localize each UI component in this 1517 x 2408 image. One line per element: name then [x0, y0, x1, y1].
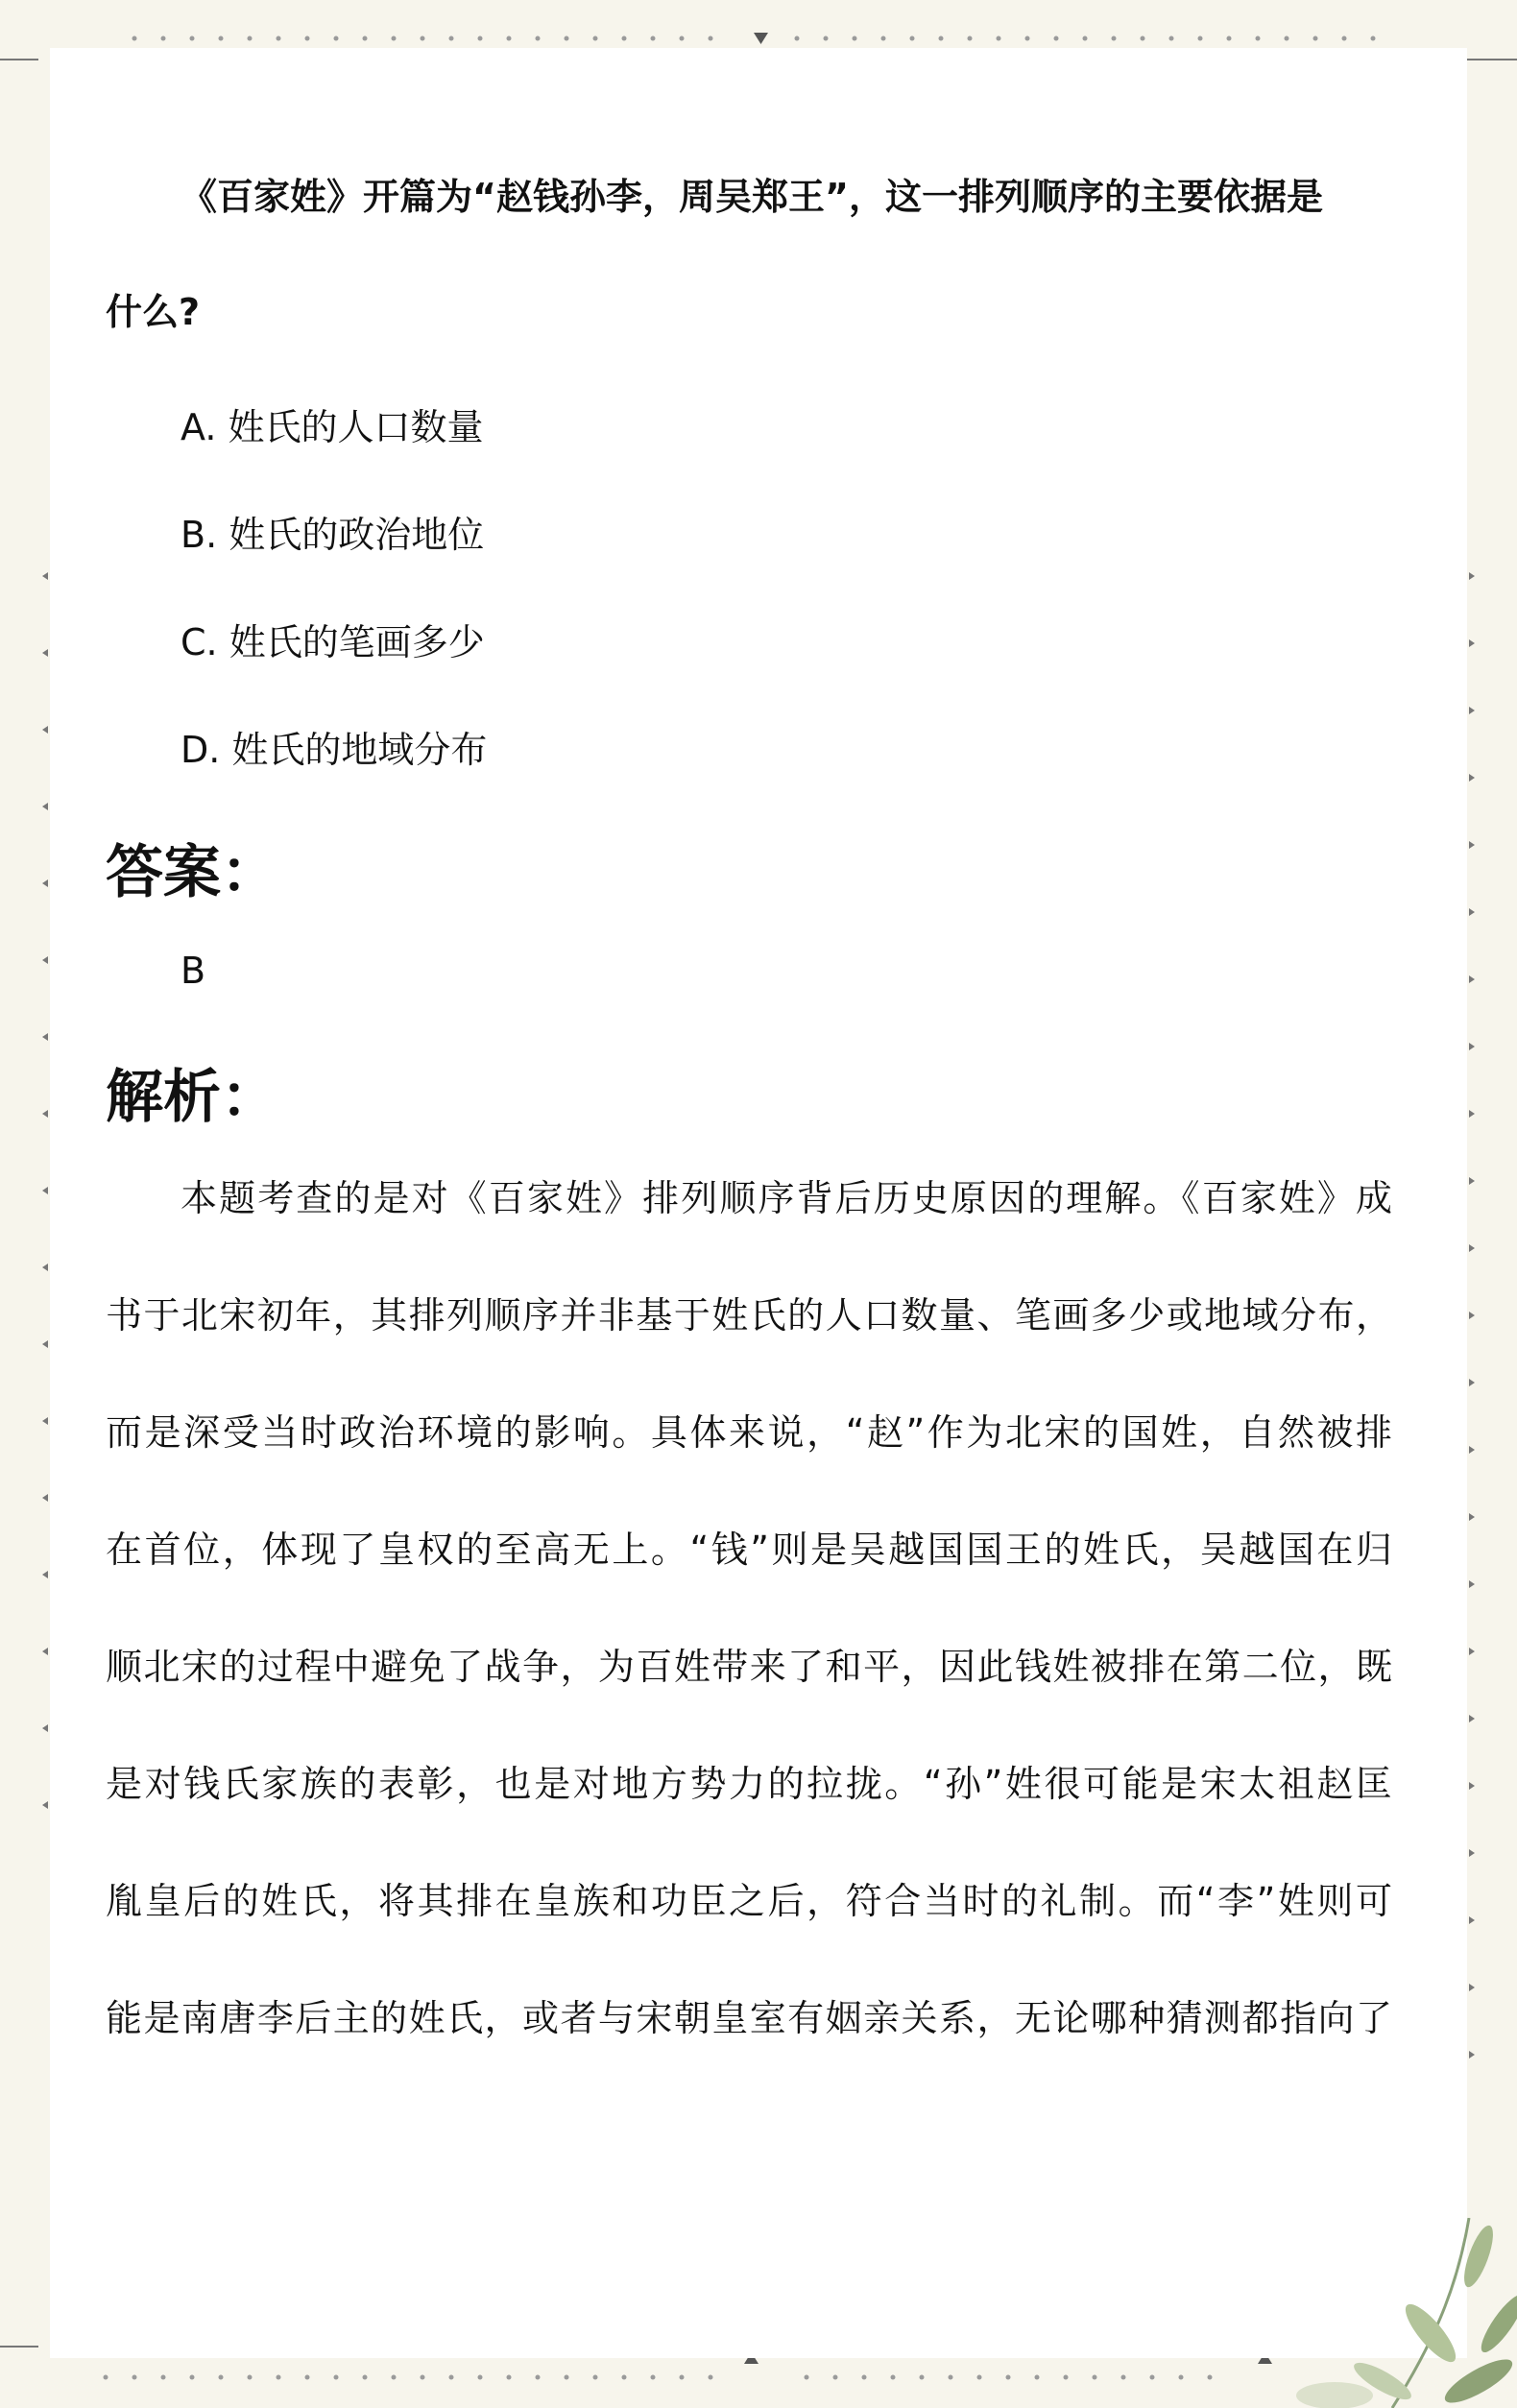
question-text-line: 什么?	[106, 291, 201, 333]
analysis-text-line: 而是深受当时政治环境的影响。具体来说，“赵”作为北宋的国姓，自然被排	[106, 1411, 1392, 1454]
option-c: C. 姓氏的笔画多少	[181, 621, 485, 663]
analysis-heading: 解析：	[106, 1064, 278, 1131]
question-block	[106, 139, 1392, 804]
document-content	[106, 139, 1392, 2077]
option-a: A. 姓氏的人口数量	[181, 406, 484, 448]
analysis-text-line: 胤皇后的姓氏，将其排在皇族和功臣之后，符合当时的礼制。而“李”姓则可	[106, 1880, 1392, 1922]
analysis-text-line: 能是南唐李后主的姓氏，或者与宋朝皇室有姻亲关系，无论哪种猜测都指向了	[106, 1997, 1392, 2039]
answer-block	[106, 827, 1392, 992]
analysis-text-line: 书于北宋初年，其排列顺序并非基于姓氏的人口数量、笔画多少或地域分布，	[106, 1294, 1392, 1336]
answer-heading: 答案：	[106, 839, 278, 906]
analysis-text-line: 在首位，体现了皇权的至高无上。“钱”则是吴越国国王的姓氏，吴越国在归	[106, 1529, 1392, 1571]
option-b: B. 姓氏的政治地位	[181, 514, 485, 556]
analysis-block	[106, 1051, 1392, 2077]
option-d: D. 姓氏的地域分布	[181, 729, 488, 771]
analysis-text-line: 顺北宋的过程中避免了战争，为百姓带来了和平，因此钱姓被排在第二位，既	[106, 1646, 1392, 1688]
answer-value: B	[181, 950, 206, 992]
question-text-line: 《百家姓》开篇为“赵钱孙李，周吴郑王”，这一排列顺序的主要依据是	[181, 176, 1323, 218]
analysis-text-line: 是对钱氏家族的表彰，也是对地方势力的拉拢。“孙”姓很可能是宋太祖赵匡	[106, 1763, 1392, 1805]
leaf-decoration	[1277, 2218, 1517, 2408]
analysis-text-line: 本题考查的是对《百家姓》排列顺序背后历史原因的理解。《百家姓》成	[181, 1177, 1392, 1219]
